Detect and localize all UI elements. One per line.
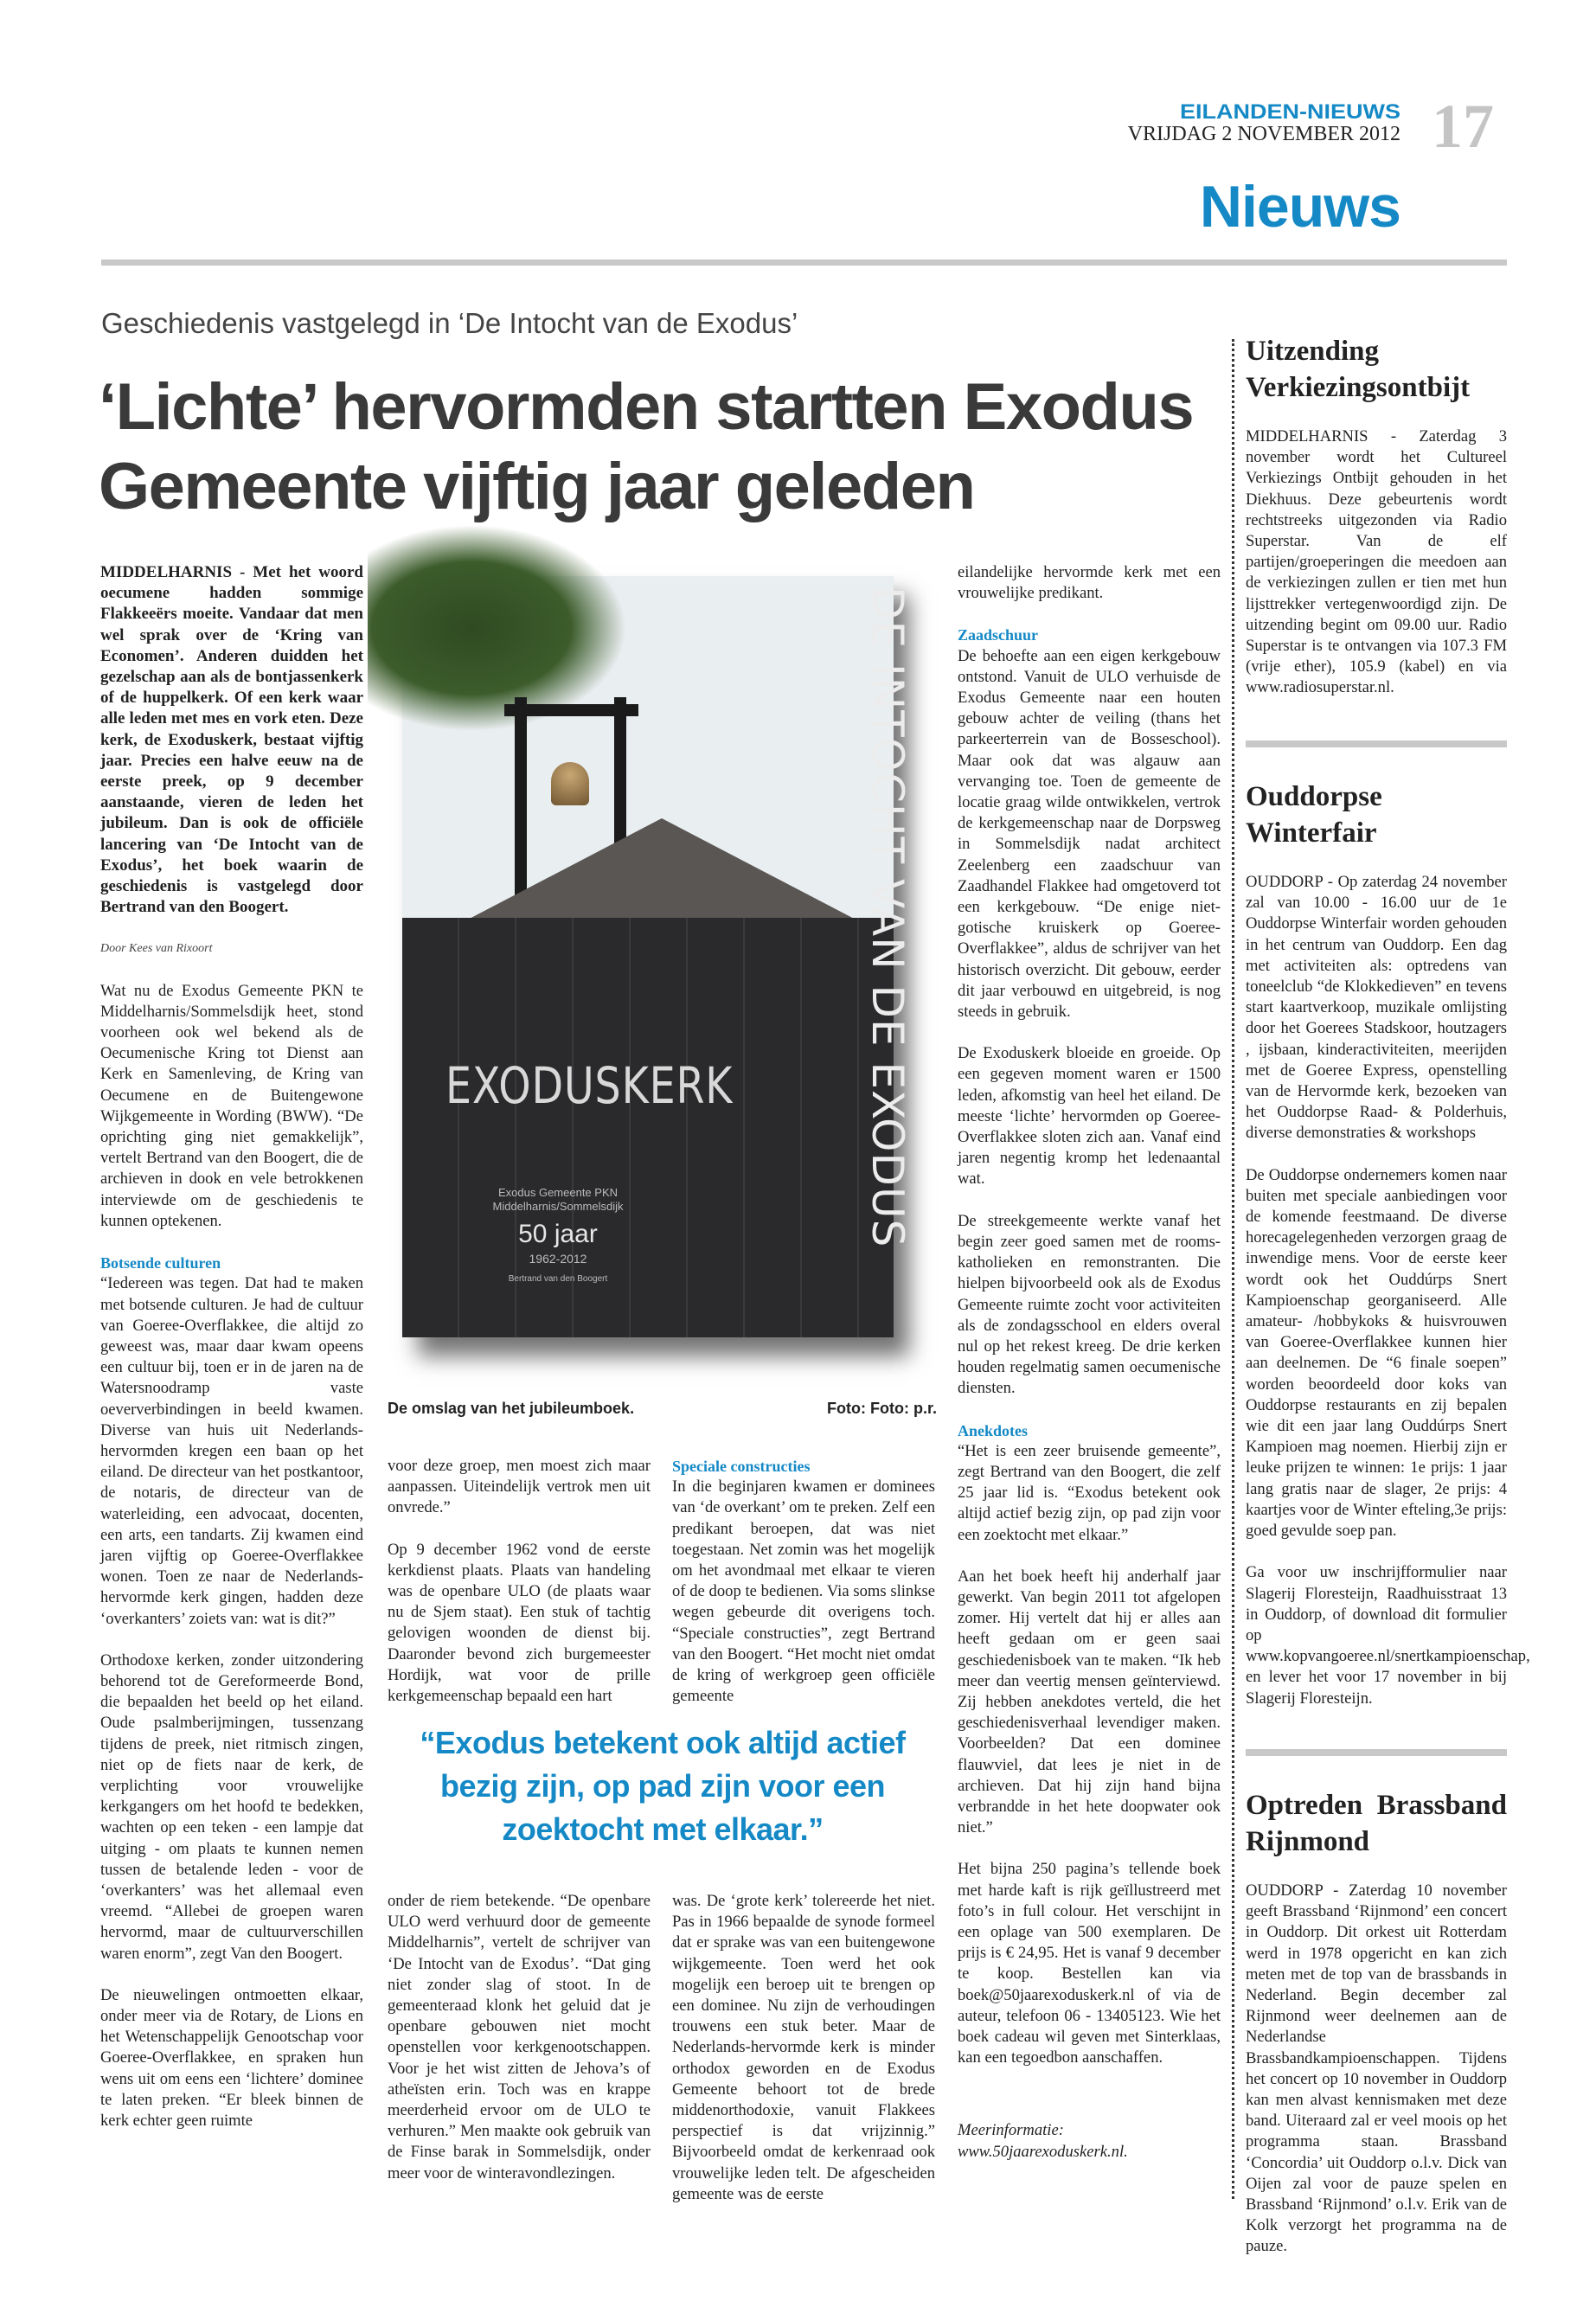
paragraph: onder de riem betekende. “De openbare ULO werd verhuurd door de gemeente Middelharnis”, vertelt de schrijver van ‘De Intocht van de Exodus’. “Dat ging niet zonder slag of stoot. In de gemeenteraad klonk het geluid dat je openbare gebouwen niet mocht openstellen voor kerkgenootschappen. Voor je het wist zitten de Jehova’s of atheïsten erin. Toch was en krappe meerderheid ervoor om de ULO te verhuren.” Men maakte ook gebruik van de Finse barak in Sommelsdijk, onder meer voor de winteravondlezingen.: [388, 1892, 651, 2182]
paragraph: Op 9 december 1962 vond de eerste kerkdienst plaats. Plaats van handeling was de openbare ULO (de plaats waar nu de Sjem staat). Een stuk of tachtig gelovigen woonden de dienst bij. Daaronder bevond zich burgemeester Hordijk, wat voor de prille kerkgemeenschap bepaald een hart: [388, 1540, 651, 1706]
subheading: Botsende culturen: [100, 1254, 221, 1272]
sidebar-divider: [1232, 339, 1234, 2199]
paragraph: Aan het boek heeft hij anderhalf jaar gewerkt. Van begin 2011 tot afgelopen zomer. Hij vertelt dat hij er alles aan heeft gedaan om er geen saai geschiedenisboek van te maken. “Ik heb meer dan veertig mensen geïnterviewd. Zij hebben anekdotes verteld, die het geschiedenisverhaal levendiger maken. Voorbeelden? Dat een dominee flauwviel, dat lees je niet in de archieven. Dat hij zijn hand bijna verbrandde in het hete doopwater ook niet.”: [958, 1567, 1221, 1837]
pull-quote: “Exodus betekent ook altijd actief bezig zijn, op pad zijn voor een zoektocht met elkaar.”: [420, 1725, 906, 1847]
photo-caption: De omslag van het jubileumboek.: [388, 1400, 635, 1417]
sidebar-separator: [1246, 1749, 1507, 1756]
cover-subtitle: [454, 1186, 662, 1286]
article-column-3-top: [672, 1456, 935, 1727]
book-cover-photo: [402, 576, 913, 1337]
paragraph: Het bijna 250 pagina’s tellende boek met harde kaft is rijk geïllustreerd met foto’s in full colour. Het verschijnt in een oplage van 500 exemplaren. De prijs is € 24,95. Het is vanaf 9 december te koop. Bestellen kan via boek@50jaarexoduskerk.nl of via de auteur, telefoon 06 - 13405123. Wie het boek cadeau wil geven met Sinterklaas, kan een tegoedbon aanschaffen.: [958, 1860, 1221, 2067]
paragraph: De Exoduskerk bloeide en groeide. Op een gegeven moment waren er 1500 leden, afkomstig van heel het eiland. De meeste ‘lichte’ hervormden op Goeree-Overflakkee sloten zich aan. Vanaf eind jaren negentig kromp het ledenaantal wat.: [958, 1044, 1221, 1189]
article-lead: MIDDELHARNIS - Met het woord oecumene hadden sommige Flakkeeërs moeite. Vandaar dat men wel sprak over de ‘Kring van Economen’. Anderen duidden het gezelschap aan als de bontjassenkerk of de huppelkerk. Of een kerk waar alle leden met mes en vork eten. Deze kerk, de Exoduskerk, bestaat vijftig jaar. Precies een halve eeuw na de eerste preek, op 9 december aanstaande, vieren de leden het jubileum. Dan is ook de officiële lancering van ‘De Intocht van de Exodus’, het boek waarin de geschiedenis is vastgelegd door Bertrand van den Boogert.: [100, 563, 363, 917]
sidebar-title: Optreden Brassband Rijnmond: [1246, 1790, 1507, 1857]
paragraph: Wat nu de Exodus Gemeente PKN te Middelharnis/Sommelsdijk heet, stond voorheen ook wel bekend als de Oecumenische Kring tot Dienst aan Kerk en Samenleving, de Kring van Oecumene en de Buitengewone Wijkgemeente in Wording (BWW). “De oprichting ging niet gemakkelijk”, vertelt Bertrand van den Boogert, die de archieven in dook en vele betrokkenen interviewde om de geschiedenis te kunnen optekenen.: [100, 981, 363, 1230]
paragraph: In die beginjaren kwamen er dominees van ‘de overkant’ om te preken. Zelf een predikant beroepen, dat was niet toegestaan. Net zomin was het mogelijk om het avondmaal met elkaar te vieren of de doop te bedienen. Via soms slinkse wegen gebeurde dit overigens toch. “Speciale constructies”, zegt Bertrand van den Boogert. “Het mocht niet omdat de kring of werkgroep geen officiële gemeente: [672, 1477, 935, 1706]
paragraph: Ga voor uw inschrijfformulier naar Slagerij Floresteijn, Raadhuisstraat 13 in Ouddorp, of download dit formulier op www.kopvangoeree.nl/snertkampioenschap, en lever het voor 17 november in bij Slagerij Floresteijn.: [1246, 1563, 1530, 1708]
subheading: Zaadschuur: [958, 626, 1039, 644]
cover-author: Bertrand van den Boogert: [508, 1274, 608, 1284]
paragraph: Orthodoxe kerken, zonder uitzondering behorend tot de Gereformeerde Bond, die bepaalden het beeld op het eiland. Oude psalmberijmingen, tussenzang tijdens de preek, niet ritmisch zingen, niet op de fiets naar de kerk, de verplichting voor vrouwelijke kerkgangers om het hoofd te bedekken, wachten op een teken - een lampje dat uitging - om plaats te kunnen nemen tussen de betalende leden - voor de ‘overkanters’ was het allemaal even vreemd. “Allebei de groepen waren hervormd, maar de cultuurverschillen waren enorm”, zegt Van den Boogert.: [100, 1650, 363, 1963]
cover-sign: EXODUSKERK: [445, 1056, 734, 1115]
paragraph: “Het is een zeer bruisende gemeente”, zegt Bertrand van den Boogert, die zelf 25 jaar lid is. “Exodus betekent ook altijd actief bezig zijn, op pad zijn voor een zoektocht met elkaar.”: [958, 1441, 1221, 1544]
article-headline: [99, 368, 1223, 527]
issue-date: VRIJDAG 2 NOVEMBER 2012: [1127, 123, 1401, 145]
roof: [463, 818, 861, 922]
paragraph: De nieuwelingen ontmoetten elkaar, onder meer via de Rotary, de Lions en het Wetenschappelijk Genootschap voor Goeree-Overflakkee, en spraken hun wens uit om eens een ‘lichtere’ dominee te laten preken. “Er bleek binnen de kerk echter geen ruimte: [100, 1985, 363, 2131]
sidebar-title: Ouddorpse Winterfair: [1246, 781, 1382, 849]
sidebar-separator: [1246, 740, 1507, 747]
sidebar-item-winterfair: [1246, 779, 1530, 1730]
article-column-2-bottom: [388, 1891, 651, 2205]
cover-line: Exodus Gemeente PKN: [497, 1186, 619, 1199]
bell-tower-beam: [504, 704, 638, 716]
section-title: Nieuws: [1199, 174, 1401, 240]
cover-vertical-title: DE INTOCHT VAN DE EXODUS: [862, 586, 913, 1248]
paragraph: was. De ‘grote kerk’ tolereerde het niet. Pas in 1966 bepaalde de synode formeel dat er sprake was van een buitengewone wijkgemeente. Toen werd het ook mogelijk een beroep uit te brengen op een dominee. Nu zijn de verhoudingen trouwens een stuk beter. Maar de Nederlands-hervormde kerk is minder orthodox geworden en de Exodus Gemeente behoort tot de brede middenorthodoxie, vanuit Flakkees perspectief is dat vrijzinnig.” Bijvoorbeeld omdat de kerkenraad ook vrouwelijke leden telt. De afgescheiden gemeente was de eerste: [672, 1892, 935, 2203]
paragraph: De behoefte aan een eigen kerkgebouw ontstond. Vanuit de ULO verhuisde de Exodus Gemeente naar een houten gebouw achter de veiling (thans het parkeerterrein van de Bosseschool). Maar ook dat was algauw aan vervanging toe. Toen de gemeente de locatie graag wilde ontwikkelen, vertrok de kerkgemeenschap naar de Dorpsweg in Sommelsdijk nadat architect Zeelenberg een zaadschuur van Zaadhandel Flakkee had omgetoverd tot een kerkgebouw. “De enige niet-gotische kruiskerk op Goeree-Overflakkee”, aldus de schrijver van het historisch overzicht. Dit gebouw, eerder dit jaar verbouwd en uitgebreid, is nog steeds in gebruik.: [958, 646, 1221, 1022]
article-column-4: [958, 562, 1221, 2183]
photo-credit: Foto: Foto: p.r.: [827, 1400, 937, 1417]
newspaper-brand: EILANDEN-NIEUWS: [1180, 99, 1401, 124]
byline: Door Kees van Rixoort: [100, 942, 213, 956]
cover-line: Middelharnis/Sommelsdijk: [492, 1200, 624, 1213]
article-column-2-top: [388, 1456, 651, 1727]
subheading: Anekdotes: [958, 1421, 1029, 1439]
sidebar-item-verkiezingsontbijt: [1246, 333, 1507, 720]
paragraph: eilandelijke hervormde kerk met een vrouwelijke predikant.: [958, 563, 1221, 603]
more-info-link[interactable]: www.50jaarexoduskerk.nl.: [958, 2142, 1128, 2161]
paragraph: De streekgemeente werkte vanaf het begin zeer goed samen met de rooms-katholieken en remonstranten. Die hielpen bijvoorbeeld ook als de Exodus Gemeente ruimte zocht voor activiteiten als de zondagsschool en elders overal nul op het rekest kreeg. De drie kerken houden regelmatig samen oecumenische diensten.: [958, 1211, 1221, 1398]
paragraph: “Iedereen was tegen. Dat had te maken met botsende culturen. Je had de cultuur van Goeree-Overflakkee, die altijd zo geweest was, maar daar kwam opeens een cultuur bij, toen er in de jaren na de Watersnoodramp vaste oeververbindingen in beeld kwamen. Diverse van huis uit Nederlands-hervormden kregen een baan op het eiland. De directeur van het postkantoor, de notaris, de directeur van de waterleiding, een advocaat, docenten, een arts, een tandarts. Zij kwamen eind jaren vijftig op Goeree-Overflakkee wonen. Toen ze naar de Nederlands-hervormde kerk gingen, hadden deze ‘overkanters’ zoiets van: wat is dit?”: [100, 1274, 363, 1628]
trees: [368, 524, 627, 732]
paragraph: voor deze groep, men moest zich maar aanpassen. Uiteindelijk vertrok men uit onvrede.”: [388, 1457, 651, 1517]
paragraph: MIDDELHARNIS - Zaterdag 3 november wordt het Cultureel Verkiezings Ontbijt gehouden in het Diekhuus. Deze gebeurtenis wordt rechtstreeks uitgezonden via Radio Superstar. Van de elf partijen/groeperingen die meedoen aan de verkiezingen zullen er tien met hun lijsttrekker vertegenwoordigd zijn. De uitzending begint om 09.00 uur. Radio Superstar is te ontvangen via 107.3 FM (vrije ether), 105.9 (kabel) en via www.radiosuperstar.nl.: [1246, 427, 1507, 697]
paragraph: De Ouddorpse ondernemers komen naar buiten met speciale aanbiedingen voor de komende feestmaand. De diverse horecagelegenheden verzorgen graag de inwendige mens. Voor de eerste keer wordt ook het Ouddúrps Snert Kampioenschap georganiseerd. Alle amateur- /hobbykoks & huisvrouwen van Goeree-Overflakkee kunnen hier aan deelnemen. De “6 finale soepen” worden beoordeeld door koks van Ouddorpse restaurants en zij bepalen wie dit een jaar lang Ouddúrps Snert Kampioen mag noemen. Hierbij zijn er leuke prijzen te winnen: 1e prijs: 1 jaar lang gratis naar de slager, 2e prijs: 4 kaartjes voor de Winter efteling,3e prijs: goed gevulde soep pan.: [1246, 1165, 1507, 1541]
paragraph: OUDDORP - Op zaterdag 24 november zal van 10.00 - 16.00 uur de 1e Ouddorpse Winterfair worden gehouden in het centrum van Ouddorp. Een dag met activiteiten als: optredens van toneelclub “de Klokkedieven” en tevens start kaartverkoop, muzikale omlijsting door het Goerees Stadskoor, houtzagers , ijsbaan, kinderactiviteiten, meerijden met de Goeree Express, openstelling van de Hervormde kerk, bezoeken van het Ouddorpse Raad- & Polderhuis, diverse demonstraties & workshops: [1246, 873, 1507, 1143]
headline-line-1: ‘Lichte’ hervormden startten Exodus: [99, 370, 1194, 444]
header-divider: [101, 260, 1507, 266]
page-number: 17: [1432, 92, 1494, 161]
subheading: Speciale constructies: [672, 1458, 811, 1475]
paragraph: OUDDORP - Zaterdag 10 november geeft Brassband ‘Rijnmond’ een concert in Ouddorp. Dit orkest uit Rotterdam werd in 1978 opgericht en kan zich meten met de top van de brassbands in Nederland. Begin december zal Rijnmond weer deelnemen aan de Nederlandse Brassbandkampioenschappen. Tijdens het concert op 10 november in Ouddorp kan men alvast kennismaken met deze band. Uiteraard zal er veel moois op het programma staan. Brassband ‘Concordia’ uit Ouddorp o.l.v. Dick van Oijen zal voor de pauze spelen en Brassband ‘Rijnmond’ o.l.v. Erik van de Kolk verzorgt het programma na de pauze.: [1246, 1881, 1507, 2256]
cover-years-label: 50 jaar: [518, 1220, 598, 1248]
article-column-1: [100, 562, 363, 2152]
more-info-label: Meerinformatie:: [958, 2121, 1064, 2140]
article-column-3-bottom: [672, 1891, 935, 2226]
sidebar-item-brassband: [1246, 1787, 1507, 2279]
cover-years: 1962-2012: [529, 1252, 587, 1266]
bell-icon: [551, 762, 589, 805]
headline-line-2: Gemeente vijftig jaar geleden: [99, 450, 975, 523]
article-kicker: Geschiedenis vastgelegd in ‘De Intocht van de Exodus’: [101, 307, 798, 339]
sidebar-title: Uitzending Verkiezingsontbijt: [1246, 336, 1471, 403]
